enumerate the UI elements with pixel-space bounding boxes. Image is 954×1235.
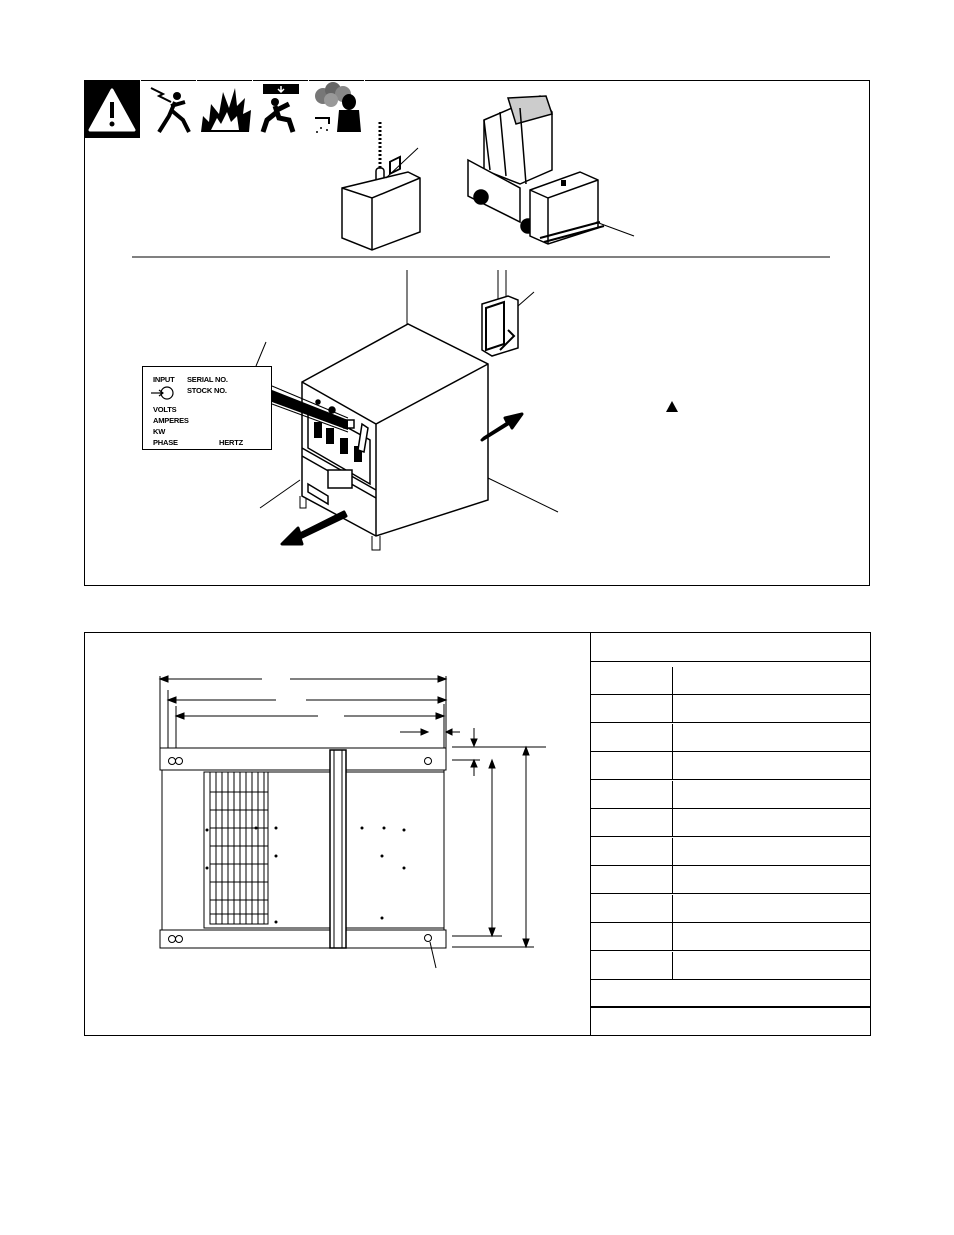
nameplate-serial: SERIAL NO. <box>187 375 228 384</box>
table-note-row <box>591 1009 870 1037</box>
nameplate-volts: VOLTS <box>153 405 177 414</box>
table-row <box>591 809 870 837</box>
table-row <box>591 866 870 894</box>
table-note-row <box>591 980 870 1008</box>
table-row <box>591 781 870 809</box>
nameplate-input: INPUT <box>153 375 175 384</box>
dimension-table <box>590 633 870 1035</box>
nameplate-phase: PHASE <box>153 438 178 447</box>
dimension-table-header <box>591 633 870 662</box>
table-row <box>591 752 870 780</box>
table-row <box>591 952 870 980</box>
nameplate-kw: KW <box>153 427 166 436</box>
table-row <box>591 923 870 951</box>
nameplate-stock: STOCK NO. <box>187 386 227 395</box>
table-row <box>591 667 870 695</box>
table-row <box>591 695 870 723</box>
table-row <box>591 895 870 923</box>
table-row <box>591 838 870 866</box>
nameplate-hertz: HERTZ <box>219 438 243 447</box>
nameplate-amperes: AMPERES <box>153 416 189 425</box>
table-row <box>591 724 870 752</box>
